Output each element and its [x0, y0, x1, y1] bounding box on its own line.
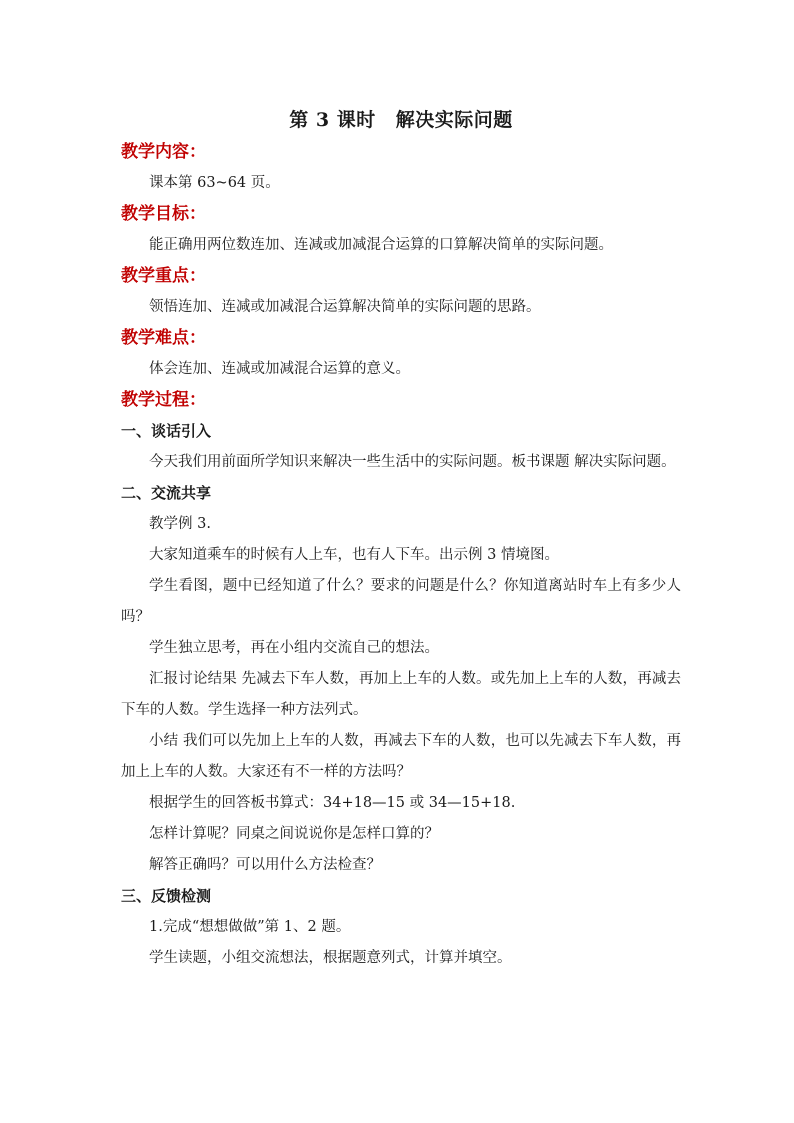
heading-teaching-process: 教学过程：	[121, 390, 206, 410]
lesson-number: 第 3 课时	[289, 109, 376, 131]
teaching-key-text: 领悟连加、连减或加减混合运算解决简单的实际问题的思路。	[149, 299, 541, 315]
lesson-title	[121, 103, 681, 137]
paragraph: 教学例 3.	[149, 516, 211, 532]
paragraph: 小结 我们可以先加上上车的人数，再减去下车的人数，也可以先减去下车人数，再加上上车的人数。大家还有不一样的方法吗？	[121, 733, 681, 780]
teaching-content-text: 课本第 63~64 页。	[149, 175, 280, 191]
heading-part-intro: 一、谈话引入	[121, 422, 212, 440]
heading-teaching-goal: 教学目标：	[121, 204, 206, 224]
heading-part-share: 二、交流共享	[121, 484, 212, 502]
document-content	[121, 103, 681, 974]
heading-part-feedback: 三、反馈检测	[121, 887, 212, 905]
heading-teaching-key: 教学重点：	[121, 266, 206, 286]
paragraph: 今天我们用前面所学知识来解决一些生活中的实际问题。板书课题 解决实际问题。	[149, 454, 676, 470]
teaching-goal-text: 能正确用两位数连加、连减或加减混合运算的口算解决简单的实际问题。	[149, 237, 613, 253]
paragraph: 学生独立思考，再在小组内交流自己的想法。	[149, 640, 439, 656]
paragraph: 怎样计算呢？同桌之间说说你是怎样口算的？	[149, 826, 439, 842]
heading-teaching-content: 教学内容：	[121, 142, 206, 162]
paragraph: 大家知道乘车的时候有人上车，也有人下车。出示例 3 情境图。	[149, 547, 559, 563]
heading-teaching-difficulty: 教学难点：	[121, 328, 206, 348]
paragraph: 学生读题，小组交流想法，根据题意列式，计算并填空。	[149, 950, 512, 966]
paragraph: 解答正确吗？可以用什么方法检查？	[149, 857, 381, 873]
paragraph: 根据学生的回答板书算式：34+18—15 或 34—15+18.	[149, 795, 516, 811]
paragraph: 1.完成“想想做做”第 1、2 题。	[149, 919, 351, 935]
lesson-topic: 解决实际问题	[395, 109, 513, 131]
teaching-difficulty-text: 体会连加、连减或加减混合运算的意义。	[149, 361, 410, 377]
paragraph: 汇报讨论结果 先减去下车人数，再加上上车的人数。或先加上上车的人数，再减去下车的人数。学生选择一种方法列式。	[121, 671, 681, 718]
paragraph: 学生看图，题中已经知道了什么？要求的问题是什么？你知道离站时车上有多少人吗？	[121, 578, 681, 625]
